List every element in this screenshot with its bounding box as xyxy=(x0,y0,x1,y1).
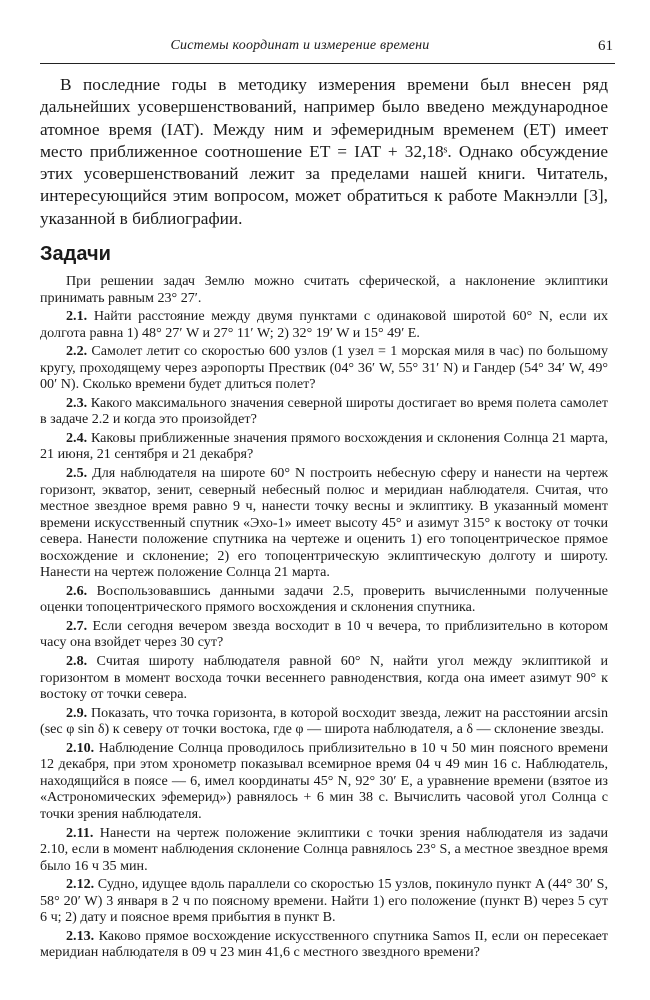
problem-text: Наблюдение Солнца проводилось приблизительно в 10 ч 50 мин поясного времени 12 декабря, при этом хронометр показывал всемирное время 04 ч 49 мин 16 с. Наблюдатель, находящийся в поясе — 6, имел координаты 45° N, 92° 30′ E, а уравнение времени (взятое из «Астрономических эфемерид») равнялось + 6 мин 38 с. Вычислить часовой угол Солнца с точки зрения наблюдателя. xyxy=(40,739,608,822)
problem-number: 2.1. xyxy=(66,308,88,325)
problem-list xyxy=(40,273,608,961)
problem-number: 2.9. xyxy=(66,704,88,721)
problem-text: Для наблюдателя на широте 60° N построить небесную сферу и нанести на чертеж горизонт, экватор, зенит, северный небесный полюс и меридиан наблюдателя. Считая, что местное звездное время равно 9 ч, нанести точку весны и эклиптику. В указанный момент времени искусственный спутник «Эхо-1» имеет высоту 45° и азимут 315° к востоку от точки севера. Нанести положение спутника на чертеже и оценить 1) его топоцентрическое прямое восхождение и склонение; 2) его топоцентрическую эклиптическую долготу и широту. Нанести на чертеж положение Солнца 21 марта. xyxy=(40,465,608,581)
problem-text: Самолет летит со скоростью 600 узлов (1 узел = 1 морская миля в час) по большому кругу, проходящему через аэропорты Прествик (04° 36′ W, 55° 31′ N) и Гандер (54° 34′ W, 49° 00′ N). Сколько времени будет длиться полет? xyxy=(40,343,608,393)
problem-text: Судно, идущее вдоль параллели со скоростью 15 узлов, покинуло пункт A (44° 30′ S, 58° 20′ W) 3 января в 2 ч по поясному времени. Найти 1) его положение (пункт B) через 5 сут 6 ч; 2) дату и поясное время прибытия в пункт B. xyxy=(40,876,608,926)
problem-text: Показать, что точка горизонта, в которой восходит звезда, лежит на расстоянии arcsin (sec φ sin δ) к северу от точки востока, где φ — широта наблюдателя, а δ — склонение звезды. xyxy=(40,704,609,738)
problem-number: 2.5. xyxy=(66,465,88,482)
problem-2-3 xyxy=(40,395,608,428)
problem-number: 2.12. xyxy=(66,876,95,893)
problem-text: Какого максимального значения северной широты достигает во время полета самолет в задаче 2.2 и когда это произойдет? xyxy=(40,394,608,428)
problem-text: Каковы приближенные значения прямого восхождения и склонения Солнца 21 марта, 21 июня, 21 сентября и 21 декабря? xyxy=(40,429,608,463)
problem-2-4 xyxy=(40,430,608,463)
problem-2-8 xyxy=(40,653,608,703)
problem-2-2 xyxy=(40,343,608,393)
problem-2-1 xyxy=(40,308,608,341)
problem-number: 2.10. xyxy=(66,739,95,756)
problem-number: 2.3. xyxy=(66,394,88,411)
header-rule xyxy=(40,63,615,64)
problem-2-13 xyxy=(40,928,608,961)
problem-number: 2.8. xyxy=(66,653,88,670)
problem-number: 2.6. xyxy=(66,582,88,599)
intro-paragraph: В последние годы в методику измерения времени был внесен ряд дальнейших усовершенствований, например было введено международное атомное время (IAT). Между ним и эфемеридным временем (ET) имеет место приближенное соотношение ET = IAT + 32,18ˢ. Однако обсуждение этих усовершенствований лежит за пределами нашей книги. Читатель, интересующийся этим вопросом, может обратиться к работе Макнэлли [3], указанной в библиографии. xyxy=(40,75,608,228)
problem-2-11 xyxy=(40,825,608,875)
problem-2-7 xyxy=(40,618,608,651)
problem-number: 2.4. xyxy=(66,429,88,446)
problem-2-9 xyxy=(40,705,608,738)
problem-2-12 xyxy=(40,876,608,926)
problem-number: 2.2. xyxy=(66,343,88,360)
section-title: Задачи xyxy=(40,243,111,265)
problem-number: 2.11. xyxy=(66,824,94,841)
page-number: 61 xyxy=(598,38,613,54)
problem-text: Каково прямое восхождение искусственного спутника Samos II, если он пересекает меридиан наблюдателя в 09 ч 23 мин 41,6 с местного звездного времени? xyxy=(40,927,608,961)
problems-preamble: При решении задач Землю можно считать сферической, а наклонение эклиптики принимать равным 23° 27′. xyxy=(40,273,608,306)
problem-text: Если сегодня вечером звезда восходит в 10 ч вечера, то приблизительно в котором часу она взойдет через 30 сут? xyxy=(40,617,608,651)
problem-text: Считая широту наблюдателя равной 60° N, найти угол между эклиптикой и горизонтом в момент восхода точки весеннего равноденствия, когда она имеет азимут 90° к востоку от точки севера. xyxy=(40,653,608,703)
problem-number: 2.7. xyxy=(66,617,88,634)
problem-text: Нанести на чертеж положение эклиптики с точки зрения наблюдателя из задачи 2.10, если в момент наблюдения склонение Солнца равнялось 23° S, а местное звездное время было 16 ч 35 мин. xyxy=(40,824,608,874)
problem-text: Воспользовавшись данными задачи 2.5, проверить вычисленными полученные оценки топоцентрического прямого восхождения и склонения спутника. xyxy=(40,582,608,616)
problem-2-5 xyxy=(40,465,608,581)
problem-2-10 xyxy=(40,740,608,823)
running-title: Системы координат и измерение времени xyxy=(170,38,430,53)
page-header xyxy=(40,36,615,64)
problem-text: Найти расстояние между двумя пунктами с одинаковой широтой 60° N, если их долгота равна 1) 48° 27′ W и 27° 11′ W; 2) 32° 19′ W и 15° 49′ E. xyxy=(40,308,608,341)
problem-number: 2.13. xyxy=(66,927,95,944)
problem-2-6 xyxy=(40,583,608,616)
